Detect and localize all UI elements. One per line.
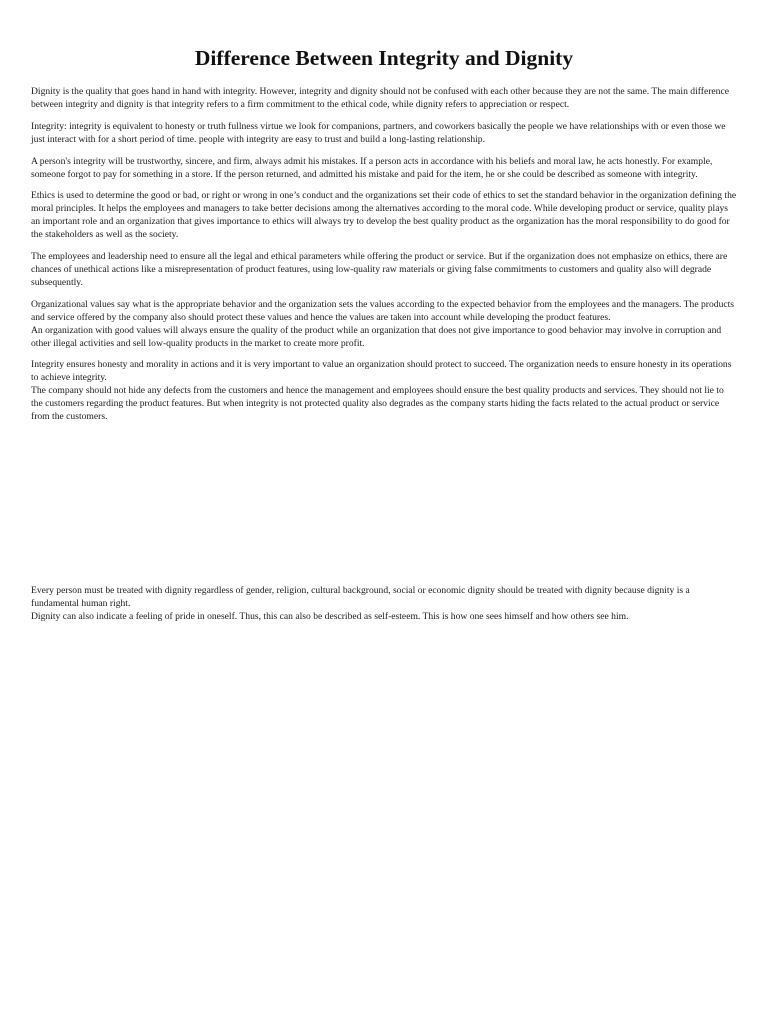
- paragraph-line: Integrity ensures honesty and morality in actions and it is very important to value an organization should protect to succeed. The organization needs to ensure honesty in its operations to achieve integrity.: [31, 359, 732, 384]
- paragraph-dignity-intro: [31, 86, 737, 112]
- paragraph-ethics: [31, 190, 737, 242]
- paragraph-line: Integrity: integrity is equivalent to honesty or truth fullness virtue we look for companions, partners, and coworkers basically the people we have relationships with or even those we just interact with for a short period of time. people with integrity are easy to trust and build a long-lasting relationship.: [31, 120, 726, 145]
- paragraph-line: Every person must be treated with dignity regardless of gender, religion, cultural background, social or economic dignity should be treated with dignity because dignity is a fundamental human right.: [31, 585, 690, 609]
- paragraph-line: Organizational values say what is the appropriate behavior and the organization sets the values according to the expected behavior from the employees and the managers. The products and service offered by the company also should protect these values and hence the values are taken into account while developing the product features.: [31, 298, 735, 323]
- page-title: Difference Between Integrity and Dignity: [194, 46, 574, 70]
- paragraph-line: An organization with good values will always ensure the quality of the product while an organization that does not give importance to good behavior may involve in corruption and other illegal activities and sell low-quality products in the market to create more profit.: [31, 324, 722, 349]
- paragraph-line: Dignity is the quality that goes hand in hand with integrity. However, integrity and dignity should not be confused with each other because they are not the same. The main difference between integrity and dignity is that integrity refers to a firm commitment to the ethical code, while dignity refers to appreciation or respect.: [31, 86, 729, 110]
- paragraph-line: Ethics is used to determine the good or bad, or right or wrong in one’s conduct and the organizations set their code of ethics to set the standard behavior in the organization defining the moral principles. It helps the employees and managers to take better decisions among the alternatives according to the moral code. While developing product or service, quality plays an important role and an organization that gives importance to ethics will always try to develop the best quality product as the organization has the moral responsibility to do good for the stakeholders as well as the society.: [31, 190, 737, 241]
- paragraph-line: The employees and leadership need to ensure all the legal and ethical parameters while offering the product or service. But if the organization does not emphasize on ethics, there are chances of unethical actions like a misrepresentation of product features, using low-quality raw materials or giving false commitments to customers and quality also will degrade subsequently.: [31, 251, 728, 288]
- document-body-closing: [31, 585, 737, 633]
- document-body: [31, 86, 737, 433]
- paragraph-organizational-values: [31, 299, 737, 351]
- paragraph-line: A person's integrity will be trustworthy, sincere, and firm, always admit his mistakes. If a person acts in accordance with his beliefs and moral law, he acts honestly. For example, someone forgot to pay for something in a store. If the person returned, and admitted his mistake and paid for the item, he or she could be described as someone with integrity.: [31, 155, 713, 180]
- paragraph-integrity-honesty: [31, 359, 737, 424]
- paragraph-line: The company should not hide any defects from the customers and hence the management and employees should ensure the best quality products and services. They should not lie to the customers regarding the product features. But when integrity is not protected quality also degrades as the company starts hiding the facts related to the actual product or service from the customers.: [31, 385, 724, 423]
- paragraph-dignity-human-right: [31, 585, 737, 624]
- paragraph-integrity-definition: [31, 121, 737, 147]
- paragraph-line: Dignity can also indicate a feeling of pride in oneself. Thus, this can also be described as self-esteem. This is how one sees himself and how others see him.: [31, 610, 629, 622]
- paragraph-employees-leadership: [31, 251, 737, 290]
- paragraph-integrity-example: [31, 156, 737, 182]
